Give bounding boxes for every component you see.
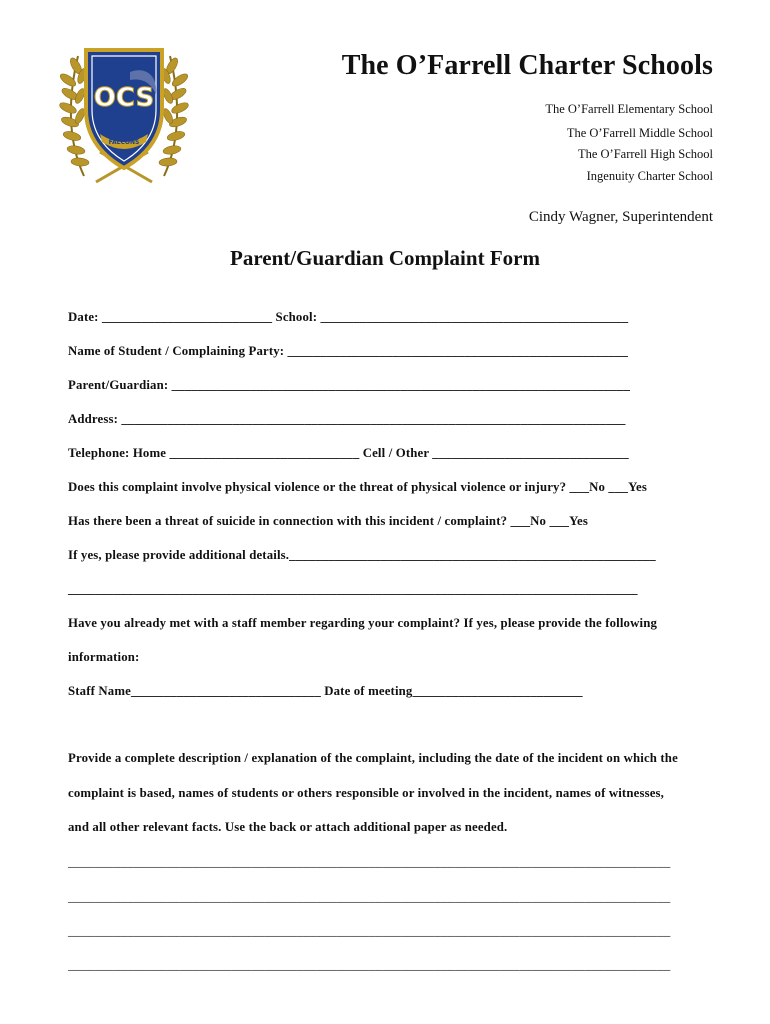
description-line: ____________________________________________________________________________________________ [68,890,671,904]
additional-details-field: If yes, please provide additional details.________________________________________________________ [68,548,656,562]
form-title: Parent/Guardian Complaint Form [230,246,540,270]
ocs-falcons-crest-logo [56,36,192,186]
description-instructions-1: Provide a complete description / explanation of the complaint, including the date of the incident on which the [68,751,678,765]
school-name-ingenuity: Ingenuity Charter School [586,169,713,183]
description-line: ____________________________________________________________________________________________ [68,855,671,869]
school-name-middle: The O’Farrell Middle School [566,126,713,140]
logo-banner-text: FALCONS [108,139,140,146]
superintendent-name: Cindy Wagner, Superintendent [528,209,713,225]
additional-details-line: _______________________________________________________________________________________ [68,582,638,596]
telephone-field: Telephone: Home _____________________________ Cell / Other ______________________________ [68,446,629,460]
school-name-elementary: The O’Farrell Elementary School [545,102,713,116]
date-school-field: Date: __________________________ School: _______________________________________________ [68,310,629,324]
description-instructions-3: and all other relevant facts. Use the back or attach additional paper as needed. [68,820,508,834]
physical-violence-question: Does this complaint involve physical violence or the threat of physical violence or injury? ___No ___Yes [68,480,647,494]
address-field: Address: _____________________________________________________________________________ [68,412,626,426]
description-line: ____________________________________________________________________________________________ [68,958,671,972]
description-line: ____________________________________________________________________________________________ [68,924,671,938]
logo-letters: OCS [93,83,155,113]
staff-name-meeting-date-field: Staff Name_____________________________ Date of meeting__________________________ [68,684,583,698]
parent-guardian-field: Parent/Guardian: ______________________________________________________________________ [68,378,631,392]
student-name-field: Name of Student / Complaining Party: ____________________________________________________ [68,344,629,358]
school-name-high: The O’Farrell High School [577,147,713,161]
staff-meeting-question: Have you already met with a staff member regarding your complaint? If yes, please provide the following [68,616,658,630]
school-system-title: The O’Farrell Charter Schools [341,50,713,81]
description-instructions-2: complaint is based, names of students or others responsible or involved in the incident, names of witnesses, [68,786,665,800]
suicide-threat-question: Has there been a threat of suicide in connection with this incident / complaint? ___No ___Yes [68,514,589,528]
staff-meeting-question-cont: information: [68,650,140,664]
